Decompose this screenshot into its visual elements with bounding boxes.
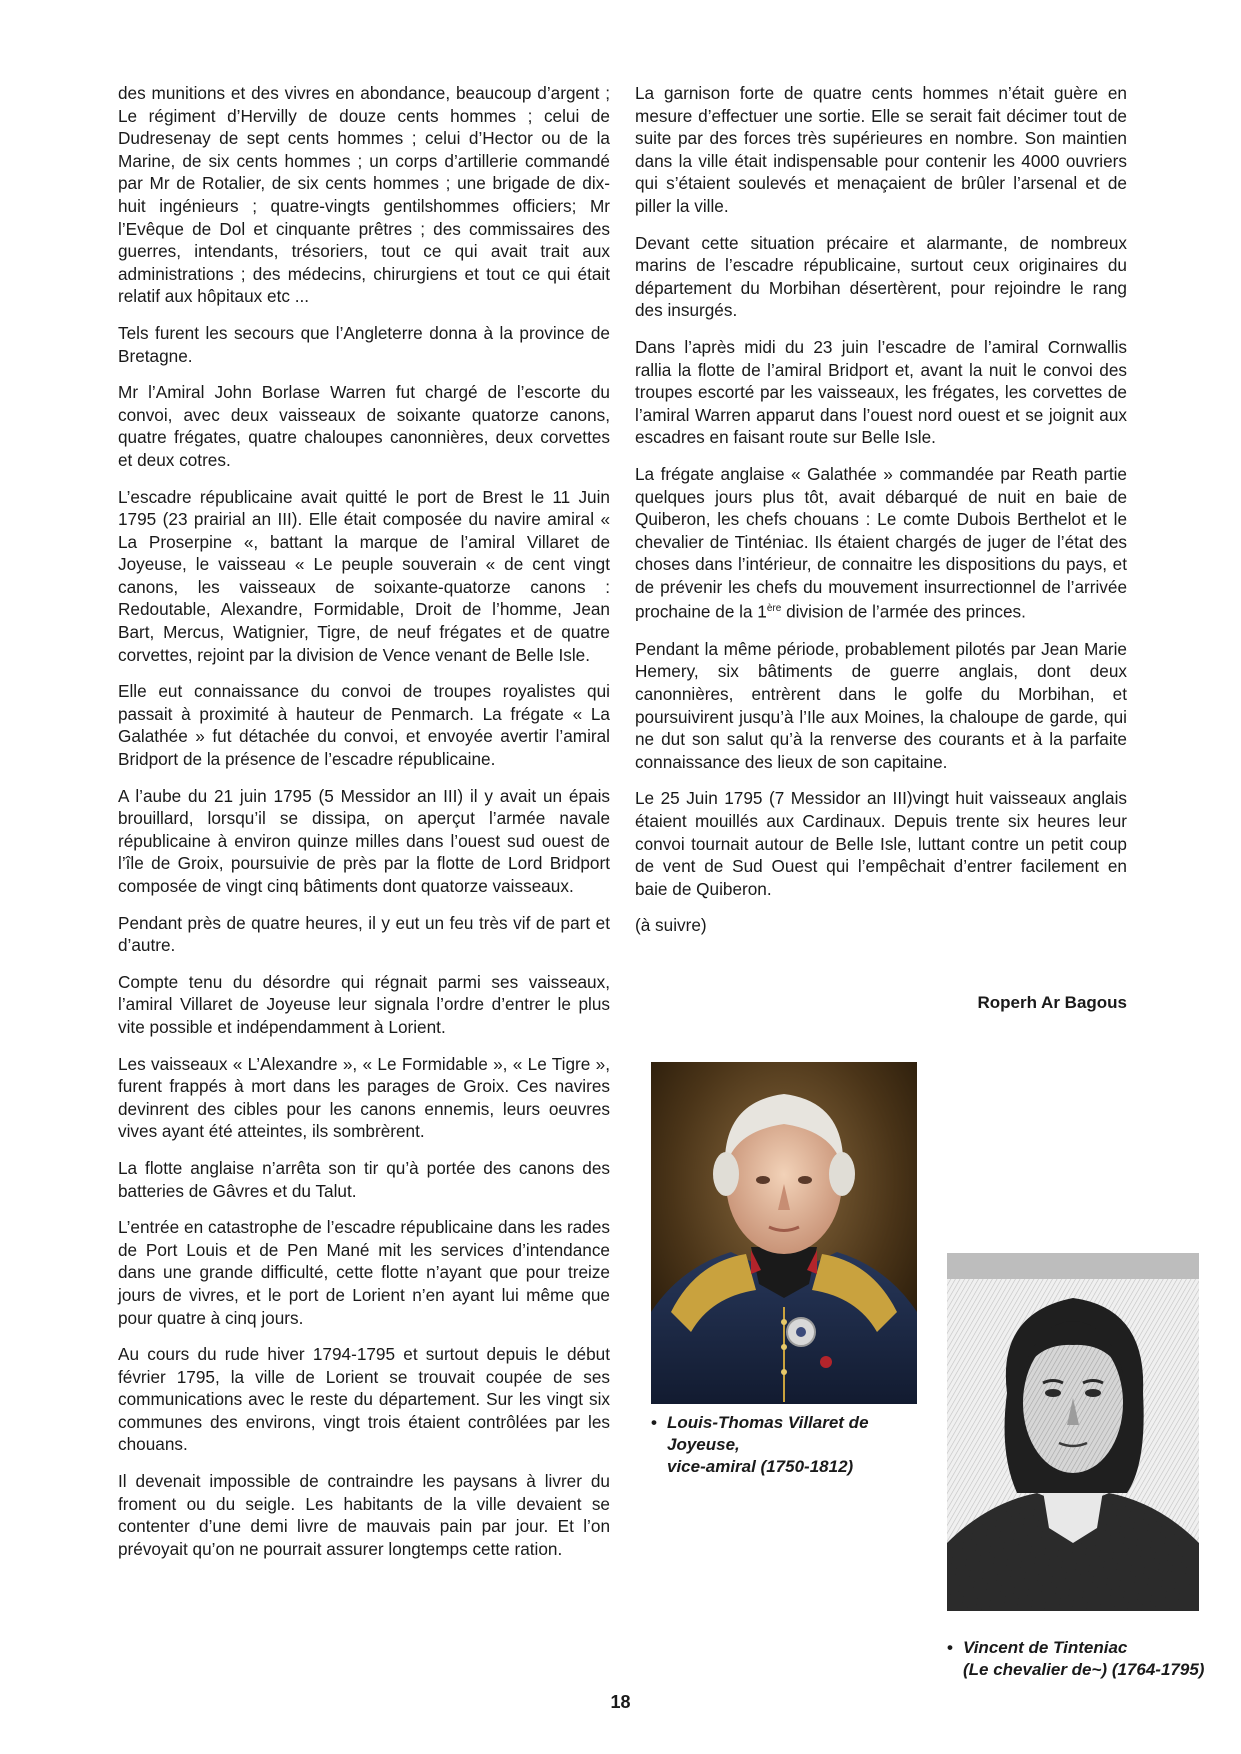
paragraph: Il devenait impossible de contraindre les paysans à livrer du froment ou du seigle. Les habitants de la ville devaient se contenter d’une demi livre de mauvais pain par jour. Et l’on prévoyait qu’on ne pourrait assurer longtemps cette ration. (118, 1471, 610, 1559)
caption-vincent-de-tinteniac (947, 1637, 1237, 1681)
paragraph (635, 463, 1127, 624)
left-text-column (118, 82, 610, 1574)
paragraph: Elle eut connaissance du convoi de troupes royalistes qui passait à proximité à hauteur de Penmarch. La frégate « La Galathée » fut détachée du convoi, et envoyée avertir l’amiral Bridport de la présence de l’escadre républicaine. (118, 681, 610, 770)
portrait-villaret-de-joyeuse (651, 1062, 917, 1404)
portrait-painting (651, 1062, 917, 1404)
caption-villaret-de-joyeuse (651, 1412, 941, 1478)
bullet-icon: • (947, 1638, 953, 1657)
paragraph: Les vaisseaux « L’Alexandre », « Le Formidable », « Le Tigre », furent frappés à mort dans les parages de Groix. Ces navires devinrent des cibles pour les canons ennemis, leurs oeuvres vives ayant été atteintes, ils sombrèrent. (118, 1053, 610, 1142)
paragraph-text: division de l’armée des princes. (781, 602, 1026, 623)
paragraph: Compte tenu du désordre qui régnait parmi ses vaisseaux, l’amiral Villaret de Joyeuse leur signala l’ordre d’entrer le plus vite possible et indépendamment à Lorient. (118, 971, 610, 1037)
caption-line: (Le chevalier de~) (1764-1795) (963, 1660, 1205, 1679)
page-number: 18 (610, 1692, 631, 1712)
right-text-column (635, 82, 1127, 951)
paragraph: Au cours du rude hiver 1794-1795 et surtout depuis le début février 1795, la ville de Lorient se trouvait coupée de ses communications avec le reste du département. Sur les vingt six communes des environs, vingt trois étaient contrôlées par les chouans. (118, 1344, 610, 1455)
paragraph: L’escadre républicaine avait quitté le port de Brest le 11 Juin 1795 (23 prairial an III). Elle était composée du navire amiral « La Proserpine «, battant la marque de l’amiral Villaret de Joyeuse, le vaisseau « Le peuple souverain « de cent vingt canons, les vaisseaux de soixante-quatorze canons : Redoutable, Alexandre, Formidable, Droit de l’homme, Jean Bart, Mercus, Watignier, Tigre, de neuf frégates et de quatre corvettes, rejoint par la division de Vence venant de Belle Isle. (118, 486, 610, 665)
caption-line: Vincent de Tinteniac (963, 1638, 1128, 1657)
portrait-vincent-de-tinteniac (947, 1253, 1199, 1611)
paragraph: L’entrée en catastrophe de l’escadre républicaine dans les rades de Port Louis et de Pen Mané mit les services d’intendance dans une grande difficulté, cette flotte n’ayant que pour treize jours de vivres, et le port de Lorient n’en ayant lui même que pour quatre à cinq jours. (118, 1217, 610, 1328)
paragraph: Le 25 Juin 1795 (7 Messidor an III)vingt huit vaisseaux anglais étaient mouillés aux Cardinaux. Depuis trente six heures leur convoi tournait autour de Belle Isle, luttant contre un petit coup de vent de Sud Ouest qui l’empêchait d’entrer facilement en baie de Quiberon. (635, 788, 1127, 899)
paragraph: Tels furent les secours que l’Angleterre donna à la province de Bretagne. (118, 322, 610, 366)
superscript-ere: ère (766, 603, 782, 615)
paragraph-text: La frégate anglaise « Galathée » commandée par Reath partie quelques jours plus tôt, avait débarqué de nuit en baie de Quiberon, les chefs chouans : Le comte Dubois Berthelot et le chevalier de Tinténiac. Ils étaient chargés de juger de l’état des choses dans l’intérieur, de connaitre les dispositions du pays, et de prévenir les chefs du mouvement insurrectionnel de l’arrivée prochaine de la 1 (635, 463, 1127, 623)
caption-line: vice-amiral (1750-1812) (667, 1457, 854, 1476)
paragraph: (à suivre) (635, 915, 707, 936)
paragraph: La flotte anglaise n’arrêta son tir qu’à portée des canons des batteries de Gâvres et du Talut. (118, 1157, 610, 1201)
author-signature: Roperh Ar Bagous (977, 993, 1127, 1012)
bullet-icon: • (651, 1413, 657, 1432)
portrait-engraving (947, 1253, 1199, 1611)
paragraph: Devant cette situation précaire et alarmante, de nombreux marins de l’escadre républicaine, surtout ceux originaires du département du Morbihan désertèrent, pour rejoindre le rang des insurgés. (635, 232, 1127, 321)
paragraph: A l’aube du 21 juin 1795 (5 Messidor an III) il y avait un épais brouillard, lorsqu’il se dissipa, on aperçut l’armée navale républicaine à environ quinze milles dans l’ouest sud ouest de l’île de Groix, poursuivie de près par la flotte de Lord Bridport composée de vingt cinq bâtiments dont quatorze vaisseaux. (118, 785, 610, 896)
paragraph: La garnison forte de quatre cents hommes n’était guère en mesure d’effectuer une sortie. Elle se serait fait décimer tout de suite par des forces très supérieures en nombre. Son maintien dans la ville était indispensable pour contenir les 4000 ouvriers qui s’étaient soulevés et menaçaient de brûler l’arsenal et de piller la ville. (635, 83, 1127, 216)
paragraph: Pendant près de quatre heures, il y eut un feu très vif de part et d’autre. (118, 912, 610, 956)
paragraph: Dans l’après midi du 23 juin l’escadre de l’amiral Cornwallis rallia la flotte de l’amiral Bridport et, avant la nuit le convoi des troupes escorté par les vaisseaux, les frégates, les corvettes de l’amiral Warren apparut dans l’ouest nord ouest et se joignit aux escadres en faisant route sur Belle Isle. (635, 336, 1127, 448)
paragraph: des munitions et des vivres en abondance, beaucoup d’argent ; Le régiment d’Hervilly de douze cents hommes ; celui de Dudresenay de sept cents hommes ; celui d’Hector ou de la Marine, de six cents hommes ; un corps d’artillerie commandé par Mr de Rotalier, de six cents hommes ; une brigade de dix-huit ingénieurs ; quatre-vingts gentilshommes officiers; Mr l’Evêque de Dol et cinquante prêtres ; des commissaires des guerres, intendants, trésoriers, tout ce qui avait trait aux administrations ; des médecins, chirurgiens et tout ce qui était relatif aux hôpitaux etc ... (118, 83, 610, 307)
caption-line: Louis-Thomas Villaret de Joyeuse, (667, 1413, 869, 1454)
paragraph: Mr l’Amiral John Borlase Warren fut chargé de l’escorte du convoi, avec deux vaisseaux de soixante quatorze canons, quatre frégates, quatre chaloupes canonnières, deux corvettes et deux cotres. (118, 382, 610, 470)
paragraph: Pendant la même période, probablement pilotés par Jean Marie Hemery, six bâtiments de guerre anglais, dont deux canonnières, entrèrent dans le golfe du Morbihan, et poursuivirent jusqu’à l’Ile aux Moines, la chaloupe de garde, qui ne dut son salut qu’à la renverse des courants et à la parfaite connaissance des lieux de son capitaine. (635, 638, 1127, 772)
